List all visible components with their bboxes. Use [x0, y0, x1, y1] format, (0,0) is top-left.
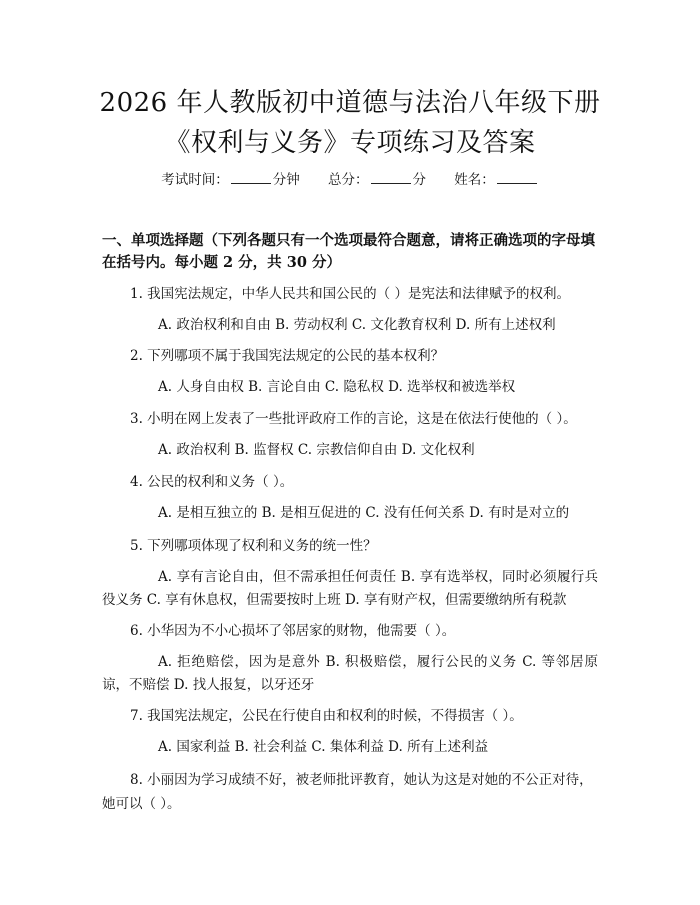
section-heading: 一、单项选择题（下列各题只有一个选项最符合题意，请将正确选项的字母填在括号内。每小题 2 分，共 30 分） [102, 232, 595, 271]
name-field [454, 172, 539, 188]
score-label: 总分： [328, 172, 369, 188]
question-stem: 5. 下列哪项体现了权利和义务的统一性？ [130, 538, 377, 554]
question-options: A. 政治权利 B. 监督权 C. 宗教信仰自由 D. 文化权利 [158, 442, 475, 458]
question-stem: 6. 小华因为不小心损坏了邻居家的财物，他需要（ ）。 [130, 623, 456, 639]
question-options: A. 享有言论自由，但不需承担任何责任 B. 享有选举权，同时必须履行兵役义务 C. 享有休息权，但需要按时上班 D. 享有财产权，但需要缴纳所有税款 [102, 569, 598, 608]
name-blank [497, 171, 537, 184]
time-field [161, 172, 300, 188]
exam-info-row [0, 168, 700, 188]
question-options: A. 国家利益 B. 社会利益 C. 集体利益 D. 所有上述利益 [158, 739, 489, 755]
question-stem: 4. 公民的权利和义务（ ）。 [130, 474, 294, 490]
document-title-line1: 2026 年人教版初中道德与法治八年级下册 [99, 88, 601, 118]
question-stem: 2. 下列哪项不属于我国宪法规定的公民的基本权利？ [130, 348, 445, 364]
document-title-line2: 《权利与义务》专项练习及答案 [164, 128, 536, 158]
question-stem: 1. 我国宪法规定，中华人民共和国公民的（ ）是宪法和法律赋予的权利。 [130, 286, 570, 302]
name-label: 姓名： [454, 172, 495, 188]
time-label: 考试时间： [161, 172, 229, 188]
time-blank [231, 171, 271, 184]
question-stem: 7. 我国宪法规定，公民在行使自由和权利的时候，不得损害（ ）。 [130, 708, 523, 724]
score-field [328, 172, 426, 188]
question-options: A. 拒绝赔偿，因为是意外 B. 积极赔偿，履行公民的义务 C. 等邻居原谅，不赔偿 D. 找人报复，以牙还牙 [102, 654, 598, 693]
question-options: A. 是相互独立的 B. 是相互促进的 C. 没有任何关系 D. 有时是对立的 [158, 505, 570, 521]
question-options: A. 政治权利和自由 B. 劳动权利 C. 文化教育权利 D. 所有上述权利 [158, 317, 556, 333]
score-unit: 分 [412, 172, 426, 188]
question-stem: 3. 小明在网上发表了一些批评政府工作的言论，这是在依法行使他的（ ）。 [130, 411, 577, 427]
time-unit: 分钟 [272, 172, 300, 188]
question-stem: 8. 小丽因为学习成绩不好，被老师批评教育，她认为这是对她的不公正对待，她可以（ ）。 [102, 772, 593, 812]
question-options: A. 人身自由权 B. 言论自由 C. 隐私权 D. 选举权和被选举权 [158, 379, 516, 395]
score-blank [371, 171, 411, 184]
